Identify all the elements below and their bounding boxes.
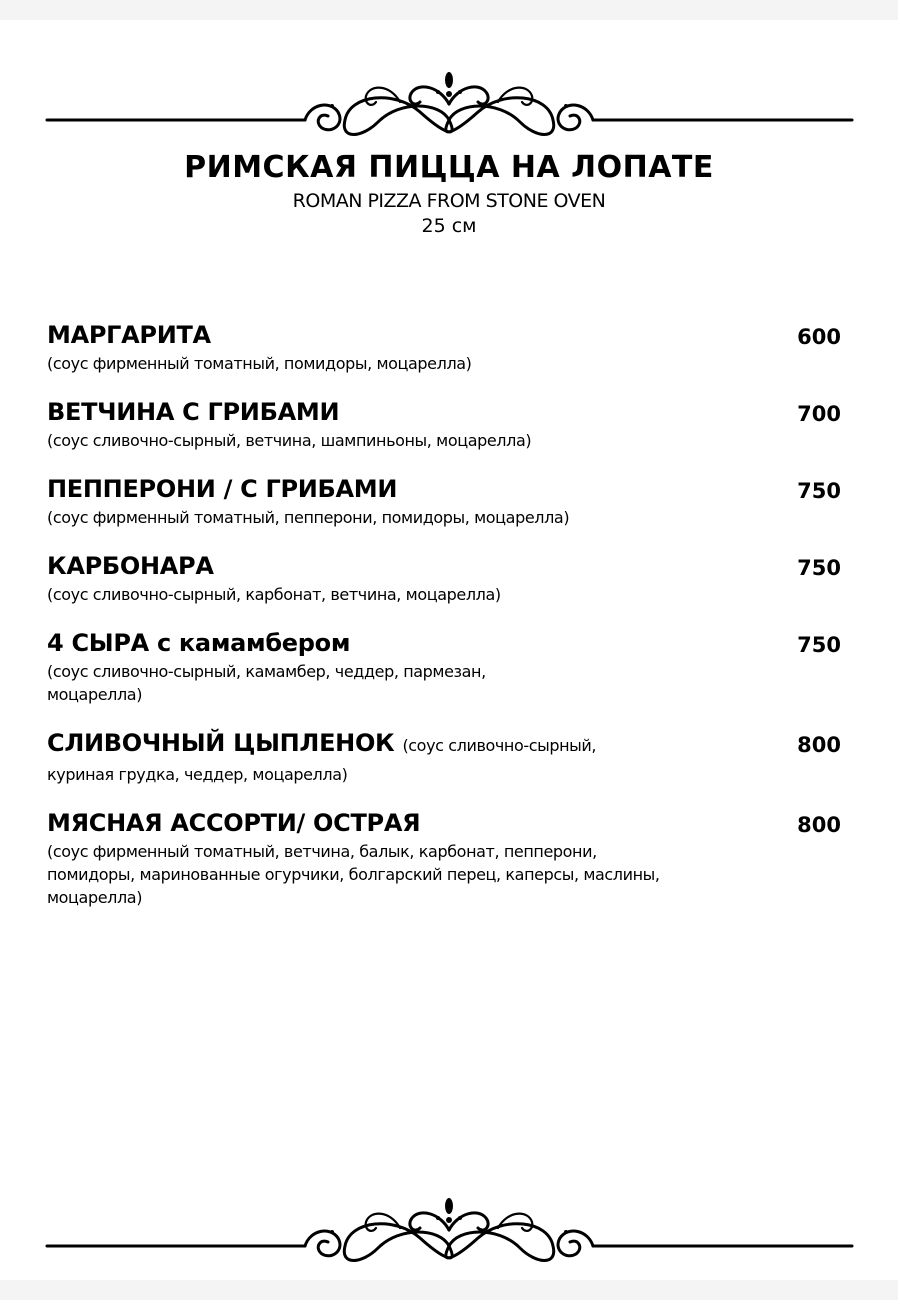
pizza-size: 25 см xyxy=(421,215,477,237)
scroll-ornament-icon xyxy=(0,42,898,152)
item-name-line xyxy=(47,726,845,763)
page-title: РИМСКАЯ ПИЦЦА НА ЛОПАТЕ xyxy=(184,150,714,185)
scroll-ornament-icon xyxy=(0,1170,898,1280)
page-subtitle: ROMAN PIZZA FROM STONE OVEN xyxy=(292,190,606,212)
item-name: ВЕТЧИНА С ГРИБАМИ xyxy=(47,398,340,426)
item-price: 750 xyxy=(797,633,841,657)
item-description: (соус фирменный томатный, ветчина, балык, карбонат, пепперони, помидоры, маринованные огурчики, болгарский перец, каперсы, маслины, моцарелла) xyxy=(47,842,660,907)
menu-item xyxy=(47,395,845,452)
item-price: 700 xyxy=(797,402,841,426)
item-name: ПЕППЕРОНИ / С ГРИБАМИ xyxy=(47,475,398,503)
item-description: (соус сливочно-сырный, карбонат, ветчина, моцарелла) xyxy=(47,585,501,604)
item-description-inline: (соус сливочно-сырный, xyxy=(402,736,597,755)
item-description: (соус сливочно-сырный, ветчина, шампиньоны, моцарелла) xyxy=(47,431,532,450)
item-price: 750 xyxy=(797,556,841,580)
menu-item xyxy=(47,626,845,706)
menu-item xyxy=(47,806,845,909)
item-price: 800 xyxy=(797,813,841,837)
menu-list xyxy=(47,318,845,929)
item-description: куриная грудка, чеддер, моцарелла) xyxy=(47,765,348,784)
menu-item xyxy=(47,549,845,606)
menu-item xyxy=(47,318,845,375)
item-price: 600 xyxy=(797,325,841,349)
item-description: (соус фирменный томатный, пепперони, помидоры, моцарелла) xyxy=(47,508,570,527)
item-price: 750 xyxy=(797,479,841,503)
item-name: КАРБОНАРА xyxy=(47,552,214,580)
menu-header xyxy=(0,148,898,238)
menu-page xyxy=(0,20,898,1280)
item-name: МЯСНАЯ АССОРТИ/ ОСТРАЯ xyxy=(47,809,421,837)
item-description: (соус фирменный томатный, помидоры, моцарелла) xyxy=(47,354,472,373)
item-name: МАРГАРИТА xyxy=(47,321,211,349)
menu-item xyxy=(47,472,845,529)
item-name: СЛИВОЧНЫЙ ЦЫПЛЕНОК xyxy=(47,729,395,757)
item-description: (соус сливочно-сырный, камамбер, чеддер, пармезан, моцарелла) xyxy=(47,662,486,704)
item-name: 4 СЫРА с камамбером xyxy=(47,629,351,657)
menu-item xyxy=(47,726,845,786)
item-price: 800 xyxy=(797,733,841,757)
